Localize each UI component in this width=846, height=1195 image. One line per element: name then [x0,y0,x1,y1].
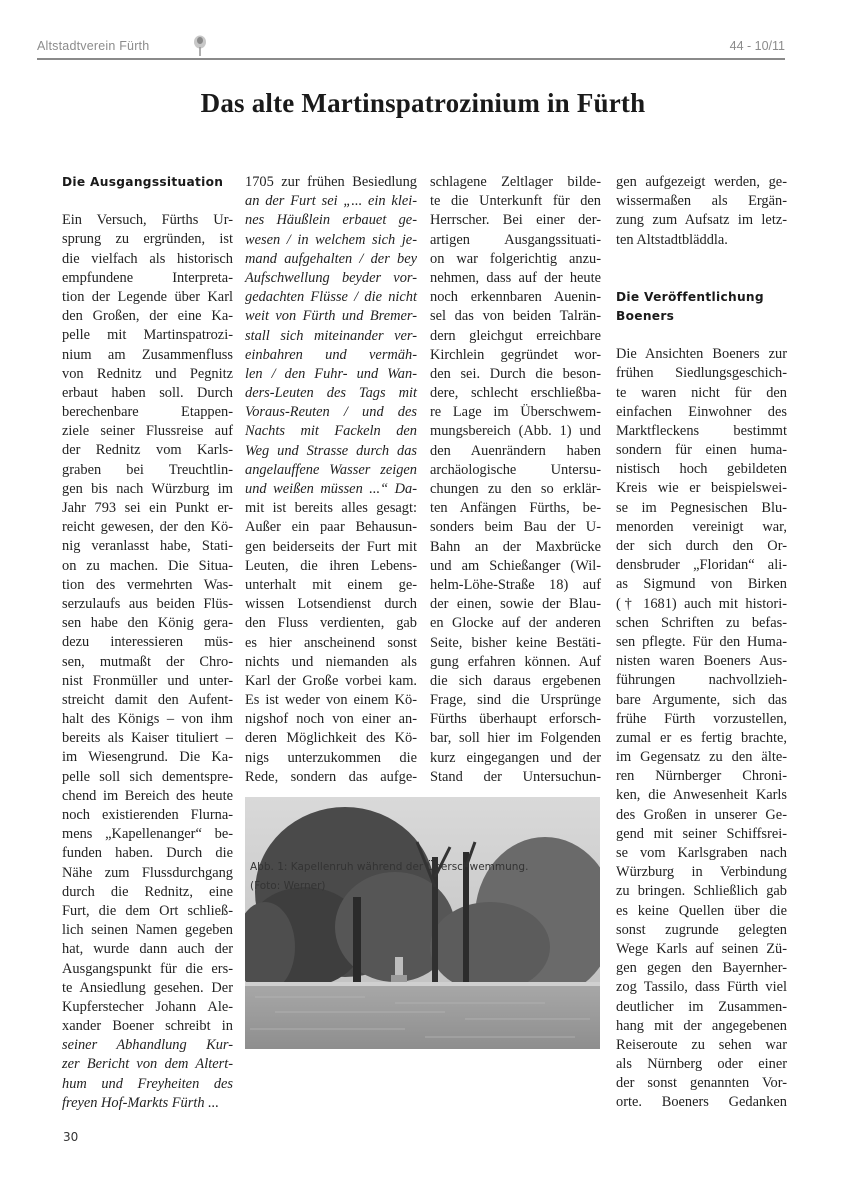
text-line: nigshof noch von einer an- [245,711,417,728]
text-line: wissen Lotsendienst durch [245,596,417,613]
text-line: frühen Siedlungsgeschich- [616,365,787,382]
text-line: mens „Kapellenanger“ be- [62,826,233,843]
text-line: mit ist bereits alles gesagt: [245,500,417,517]
text-line: helm-Löhe-Straße 18) auf [430,576,601,593]
text-line: sen habe den König gera- [62,615,233,632]
text-line: angelauffene Wasser zeigen [245,461,417,478]
text-line: durch die Rednitz, eine [62,883,233,900]
text-line: hat, wurde dann auch der [62,941,233,958]
text-line: sprung zu ergründen, ist [62,231,233,248]
text-line: Es ist weder von einem Kö- [245,692,417,709]
text-line: zu bringen. Schließlich gab [616,883,787,900]
text-column-4 [616,173,787,1113]
text-line: ken, die Anwesenheit Karls [616,787,787,804]
text-line: sel das von beiden Talrän- [430,308,601,325]
text-line: nigs unterzukommen die [245,749,417,766]
text-line: sondern für einen huma- [616,442,787,459]
text-line: re Lage im Überschwem- [430,404,601,421]
text-column-2 [245,173,417,787]
column-body [616,345,787,1113]
text-line: deutlicher im Zusammen- [616,998,787,1015]
text-line: xander Boener schreibt in [62,1018,233,1035]
text-line: mungsbereich (Abb. 1) und [430,423,601,440]
text-line: im Gegensatz zu den älte- [616,749,787,766]
text-line: Herrscher. Bei einer der- [430,212,601,229]
text-line: nehmen, dass auf der heute [430,269,601,286]
text-line: deren Möglichkeit des Kö- [245,730,417,747]
text-line: als Nürnberg oder einer [616,1056,787,1073]
text-line: sen, mutmaßt der Chro- [62,653,233,670]
text-line: graben bei Treuchtlin- [62,461,233,478]
text-line: Nachts mit Fackeln den [245,423,417,440]
text-line: nistisch hoch gebildeten [616,461,787,478]
text-line: Außer ein paar Behausun- [245,519,417,536]
text-line: ziele seiner Flussreise auf [62,423,233,440]
text-column-3 [430,173,601,787]
caption-text: Abb. 1: Kapellenruh während der Überschwemmung. [250,861,529,873]
text-line: schen Schriften zu befas- [616,614,787,631]
text-line: Nähe zum Flussdurchgang [62,864,233,881]
text-line: Karl der Große vorbei kam. [245,672,417,689]
text-line: hum und Freyheiten des [62,1075,233,1092]
figure-caption [250,858,630,896]
text-line: der einen, sowie der Blau- [430,596,601,613]
text-line: gung erfahren können. Auf [430,653,601,670]
text-line: len / den Fuhr- und Wan- [245,365,417,382]
text-line: on war folgerichtig anzu- [430,250,601,267]
text-line: Kirchlein gegründet wor- [430,346,601,363]
text-line: en Glocke auf der anderen [430,615,601,632]
text-line: funden haben. Durch die [62,845,233,862]
text-line: der sich durch den Or- [616,538,787,555]
page-number: 30 [63,1130,79,1144]
text-line: as Sigmund von Birken [616,576,787,593]
text-line: den Auenrändern haben [430,442,601,459]
text-line: dern gleichgut erreichbare [430,327,601,344]
tree-logo-icon [193,35,207,57]
section-heading: Die Ausgangssituation [62,175,224,189]
text-line: te Ansiedlung gesehen. Der [62,979,233,996]
text-line: zer Bericht von dem Altert- [62,1056,233,1073]
text-line: der sonst genannten Vor- [616,1075,787,1092]
text-line: Weg und Strasse durch das [245,442,417,459]
text-line: pelle mit Martinspatrozi- [62,327,233,344]
text-line: wissermaßen als Ergän- [616,193,787,210]
column-body [616,173,787,250]
text-line: Seite, bisher keine Bestäti- [430,634,601,651]
text-line: tion der Legende über Karl [62,288,233,305]
text-line: gen aufgezeigt werden, ge- [616,174,787,190]
text-line: Kreis wie er beispielswei- [616,480,787,497]
text-line: lich seinen Namen gegeben [62,922,233,939]
text-line: seiner Abhandlung Kur- [62,1037,233,1054]
text-line: dere, schlecht erschließba- [430,385,601,402]
text-line: wesen / in welchem sich je- [245,231,417,248]
text-line: ten Anfängen Fürths, be- [430,500,601,517]
text-line: Marktfleckens bestimmt [616,422,787,439]
header-organization: Altstadtverein Fürth [37,39,150,53]
text-line: on zu machen. Die Situa- [62,557,233,574]
running-header [37,36,785,60]
text-line: Jahr 793 sei ein Punkt er- [62,500,233,517]
text-line: serzulaufs aus beiden Flüs- [62,595,233,612]
text-line: artigen Ausgangssituati- [430,231,601,248]
text-line: bare Argumente, sich das [616,691,787,708]
text-line: halt des Königs – von ihm [62,711,233,728]
caption-credit: (Foto: Werner) [250,880,326,892]
text-line: an der Furt sei „... ein klei- [245,193,417,210]
text-line: weit von Fürth und Bremer- [245,308,417,325]
text-line: Voraus-Reuten / und des [245,404,417,421]
text-line: gedachten Flüsse / die nicht [245,289,417,306]
text-line: sen pflegte. Für den Huma- [616,633,787,650]
text-line: archäologische Untersu- [430,461,601,478]
text-line: Würzburg in Verbindung [616,864,787,881]
text-line: von Rednitz und Pegnitz [62,365,233,382]
text-line: chend im Bereich des heute [62,787,233,804]
text-line: gen bis nach Würzburg im [62,480,233,497]
text-line: einbahren und vermäh- [245,346,417,363]
text-line: ren Nürnberger Chroni- [616,768,787,785]
text-line: dezu interessieren müs- [62,634,233,651]
text-line: gend mit seiner Schiffsrei- [616,825,787,842]
article-title: Das alte Martinspatrozinium in Fürth [200,88,646,118]
text-line: freyen Hof-Markts Fürth ... [62,1094,219,1111]
text-line: se vom Karlsgraben nach [616,845,787,862]
section-heading: Die Veröffentlichung Boeners [616,289,764,323]
column-body [430,173,601,787]
text-line: se im Pegnesischen Blu- [616,499,787,516]
text-line: die sich daraus ergebenen [430,672,601,689]
text-line: sonders beim Bau der U- [430,519,601,536]
text-line: menorden vereinigt war, [616,518,787,535]
text-line: Wege Karls auf seinen Zü- [616,940,787,957]
text-column-1 [62,173,233,1113]
text-line: zung zum Aufsatz im letz- [616,212,787,229]
text-line: einfachen Einwohner des [616,403,787,420]
text-line: führungen nachvollzieh- [616,672,787,689]
text-line: des Großen in unserer Ge- [616,806,787,823]
text-line: unterhalt mit einem ge- [245,576,417,593]
text-line: nig veranlasst habe, Stati- [62,538,233,555]
text-line: Furt, die dem Ort schließ- [62,902,233,919]
text-line: den sei. Durch die beson- [430,365,601,382]
text-line: Fürths überhaupt erforsch- [430,711,601,728]
text-line: zog Tassilo, dass Fürth viel [616,979,787,996]
text-line: im Wiesengrund. Die Ka- [62,749,233,766]
text-line: und weißen müssen ...“ Da- [245,481,417,497]
text-line: Ausgangspunkt für die ers- [62,960,233,977]
text-line: nichts und niemanden als [245,653,417,670]
text-line: pelle soll sich dementspre- [62,768,233,785]
column-body [245,173,417,787]
text-line: nist Fronmüller und unter- [62,672,233,689]
text-line: hang mit der angegebenen [616,1017,787,1034]
text-line: sonst zugrunde gelegten [616,921,787,938]
text-line: te waren nicht für den [616,384,787,401]
text-line: († 1681) auch mit histori- [616,595,787,612]
text-line: te die Unterkunft für den [430,193,601,210]
text-line: Reiseroute zu sehen war [616,1036,787,1053]
text-line: ten Altstadtbläddla. [616,231,728,248]
text-line: Ein Versuch, Fürths Ur- [62,212,233,229]
text-line: und am Schießanger (Wil- [430,557,601,574]
text-line: Aufschwellung beyder vor- [245,269,417,286]
text-line: Frage, sind die Ursprünge [430,692,601,709]
text-line: Kupferstecher Johann Ale- [62,998,233,1015]
text-line: chungen zu den so erklär- [430,481,601,497]
header-issue-number: 44 - 10/11 [729,39,785,53]
text-line: Stand der Untersuchun- [430,768,601,785]
figure-photo [245,797,600,1050]
text-line: Die Ansichten Boeners zur [616,346,787,363]
text-line: zumal er es fertig brachte, [616,729,787,746]
text-line: frühe Fürth vorzustellen, [616,710,787,727]
text-line: nium am Zusammenfluss [62,346,233,363]
text-line: nisten waren Boeners Aus- [616,653,787,670]
text-line: bereits als Kaiser tituliert – [62,730,233,747]
column-body [62,211,233,1113]
text-line: bar, soll hier im Folgenden [430,730,601,747]
text-line: erbaut haben soll. Durch [62,384,233,401]
text-line: stall sich miteinander ver- [245,327,417,344]
text-line: ders-Leuten des Tags mit [245,385,417,402]
text-line: es keine Quellen über die [616,902,787,919]
flood-photo-image [245,797,600,1049]
text-line: die vielfach als historisch [62,250,233,267]
text-line: gen gegen den Bayernher- [616,960,787,977]
text-line: noch existierenden Flurna- [62,807,233,824]
text-line: nes Häußlein erbauet ge- [245,212,417,229]
text-line: der Rednitz vom Karls- [62,442,233,459]
text-line: densbruder „Floridan“ ali- [616,557,787,574]
text-line: 1705 zur frühen Besiedlung [245,174,417,190]
text-line: schlagene Zeltlager bilde- [430,174,601,190]
text-line: tion des vermehrten Was- [62,576,233,593]
text-line: empfundene Interpreta- [62,269,233,286]
text-line: es hier anscheinend sonst [245,634,417,651]
text-line: den Fluss verdienten, gab [245,615,417,632]
text-line: den Großen, der eine Ka- [62,308,233,325]
text-line: orte. Boeners Gedanken [616,1094,787,1111]
text-line: Leuten, die ihren Lebens- [245,557,417,574]
text-line: noch erkennbaren Auenin- [430,289,601,306]
text-line: streicht damit den Aufent- [62,691,233,708]
text-line: gen beiderseits der Furt mit [245,538,417,555]
text-line: Bahn an der Maxbrücke [430,538,601,555]
text-line: mand aufgehalten / der bey [245,250,417,267]
text-line: Rede, sondern das aufge- [245,768,417,785]
text-line: kurz eingegangen und der [430,749,601,766]
text-line: berechenbare Etappen- [62,404,233,421]
text-line: reicht gewesen, der den Kö- [62,519,233,536]
